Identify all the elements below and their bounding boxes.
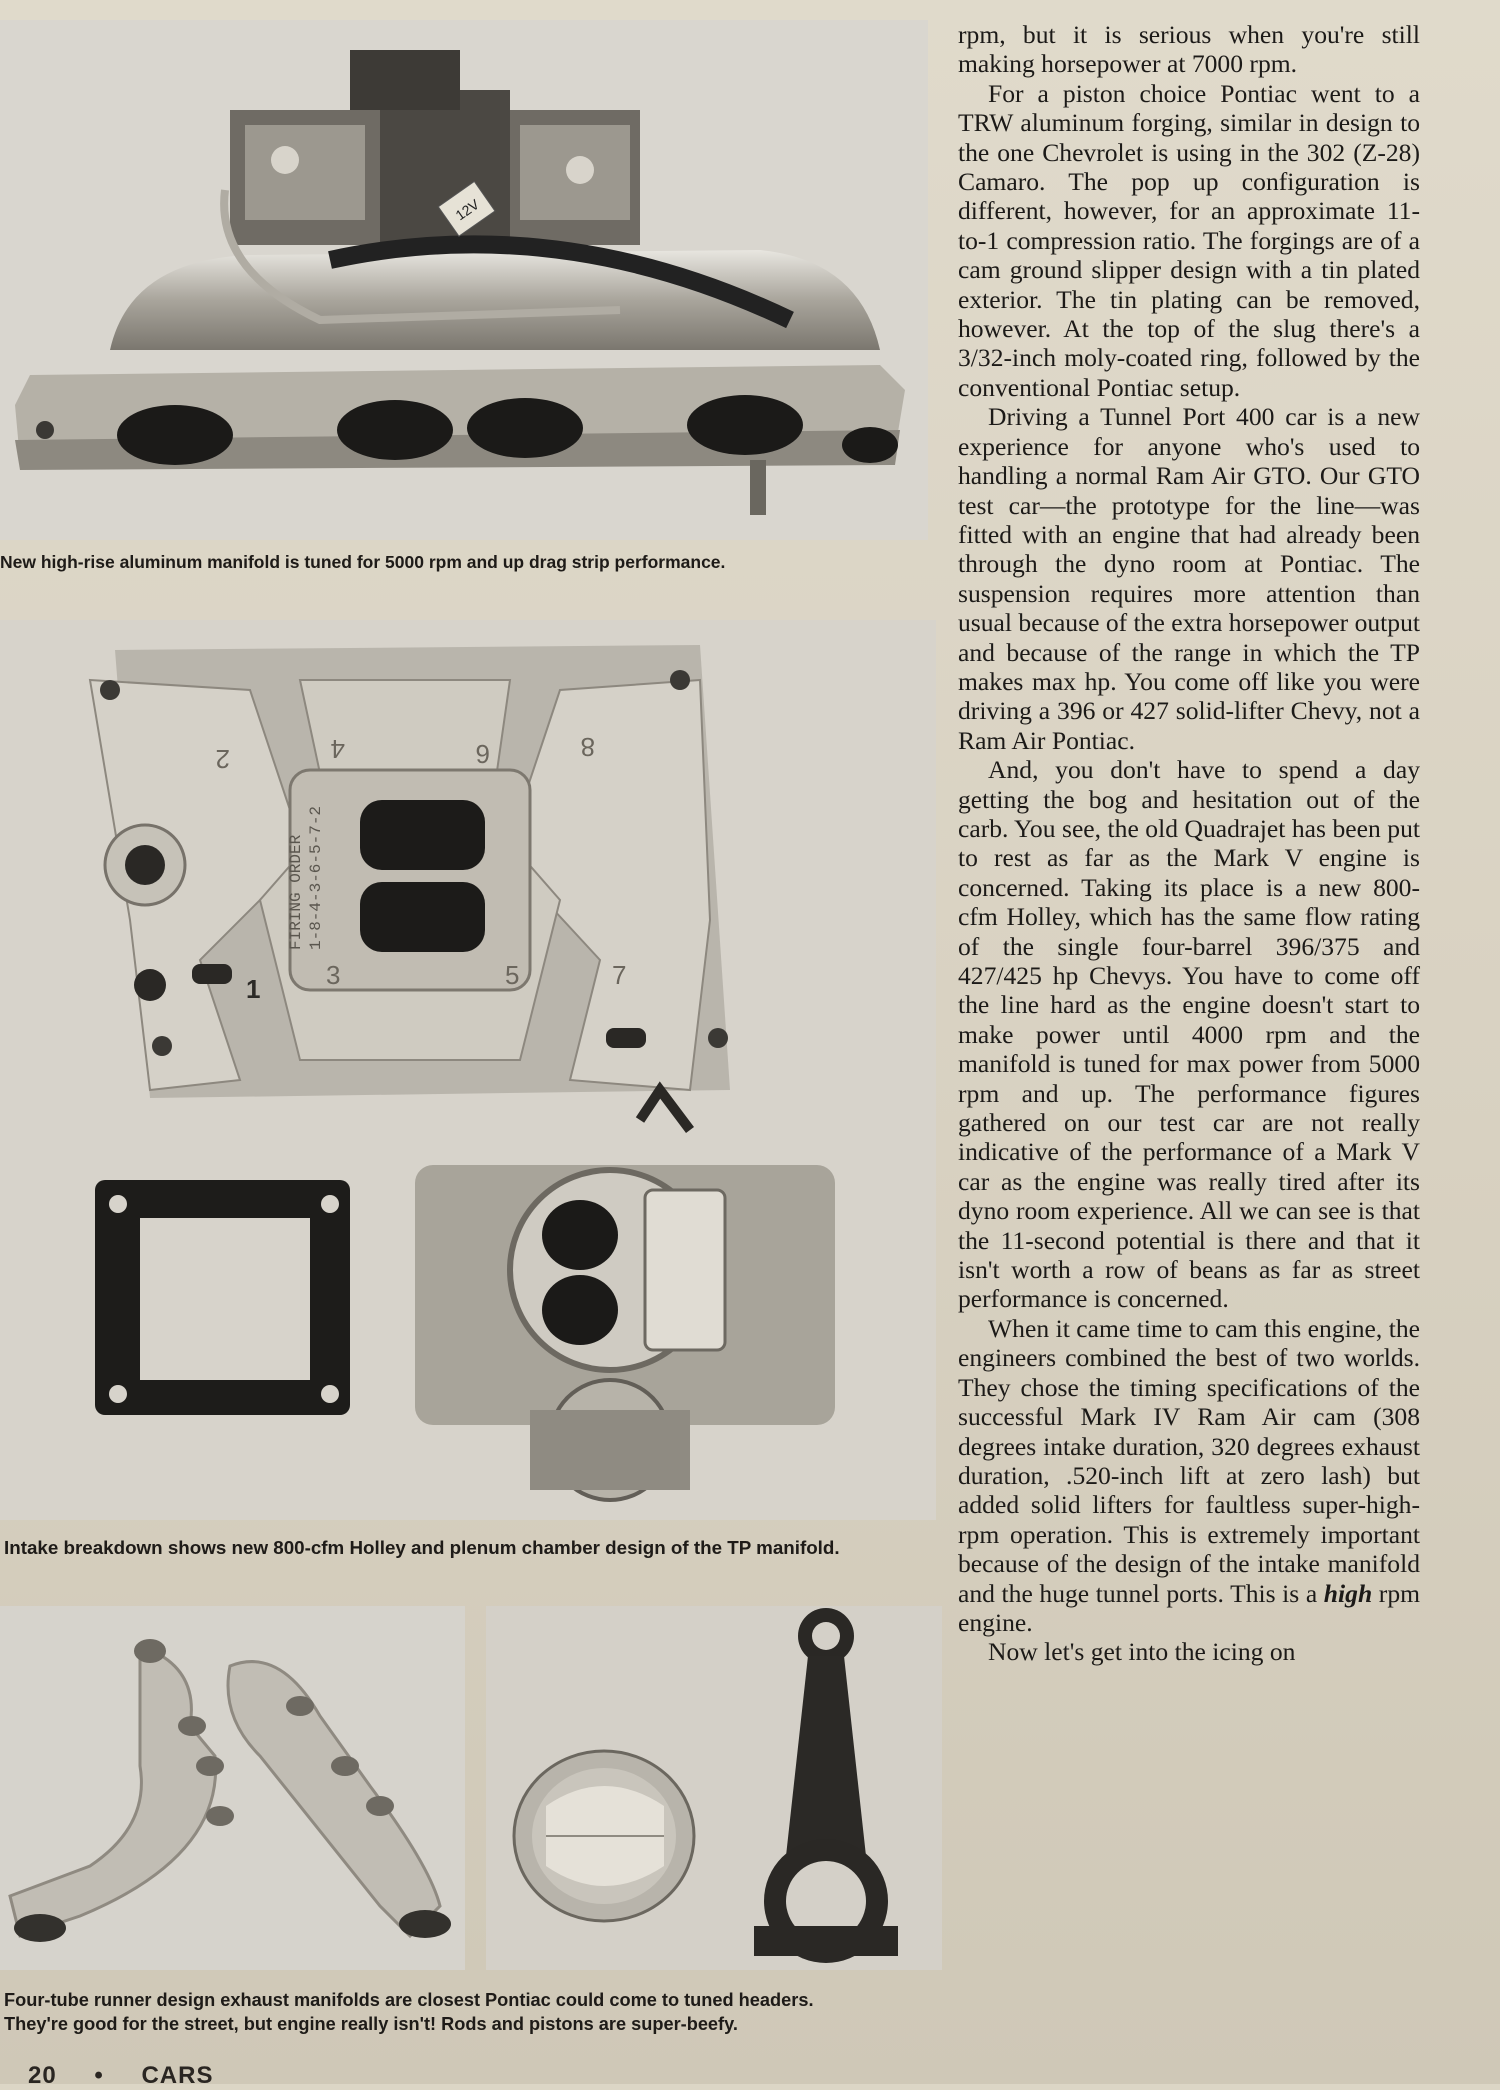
- article-paragraph-1: rpm, but it is serious when you're still making horsepower at 7000 rpm.: [958, 20, 1420, 79]
- port-number-6: 6: [475, 739, 490, 769]
- footer-bullet: •: [94, 2062, 104, 2089]
- page-number: 20: [28, 2062, 57, 2089]
- exhaust-manifold-photo: [0, 1606, 465, 1970]
- port-number-1: 1: [246, 974, 261, 1004]
- article-paragraph-4: And, you don't have to spend a day getting the bog and hesitation out of the carb. You see, the old Quadrajet has been put to rest as far as the Mark V engine is concerned. Taking its place is a new 800-cfm Holley, which has the same flow rating of the single four-barrel 396/375 and 427/425 hp Chevys. You have to come off the line hard as the engine doesn't start to make power until 4000 rpm and the manifold is tuned for max power from 5000 rpm and up. The performance figures gathered on our test car are not really indicative of the performance of a Mark V car as the engine was really tired after its dyno room experience. All we can see is that the 11-second potential is there and that it isn't worth a row of beans as far as street performance is concerned.: [958, 755, 1420, 1314]
- article-paragraph-3: Driving a Tunnel Port 400 car is a new experience for anyone who's used to handling a normal Ram Air GTO. Our GTO test car—the prototype for the line—was fitted with an engine that had already been through the dyno room at Pontiac. The suspension requires more attention than usual because of the extra horsepower output and because of the range in which the TP makes max hp. You come off like you were driving a 396 or 427 solid-lifter Chevy, not a Ram Air Pontiac.: [958, 402, 1420, 755]
- port-number-2: 2: [215, 744, 230, 774]
- port-number-7: 7: [612, 960, 627, 990]
- article-column: [958, 20, 1420, 1667]
- article-paragraph-5-end-prefix: This is a: [1230, 1578, 1318, 1608]
- page-footer: [0, 2062, 213, 2090]
- article-paragraph-6: Now let's get into the icing on: [988, 1637, 1296, 1667]
- manifold-photo: [0, 20, 928, 540]
- caption-manifold: New high-rise aluminum manifold is tuned for 5000 rpm and up drag strip performance.: [0, 552, 726, 572]
- port-number-5: 5: [505, 960, 520, 990]
- article-paragraph-5: [958, 1314, 1420, 1637]
- piston-rod-photo: [486, 1606, 942, 1970]
- article-paragraph-2: For a piston choice Pontiac went to a TRW aluminum forging, similar in design to the one Chevrolet is using in the 302 (Z-28) Camaro. The pop up configuration is different, however, for an approximate 11-to-1 compression ratio. The forgings are of a cam ground slipper design with a tin plated exterior. The tin plating can be removed, however. At the top of the slug there's a 3/32-inch moly-coated ring, followed by the conventional Pontiac setup.: [958, 78, 1420, 402]
- article-paragraph-5-end-suffix: rpm engine.: [958, 1578, 1421, 1637]
- article-paragraph-5-body: When it came time to cam this engine, the engineers combined the best of two worlds. They chose the timing specifications of the successful Mark IV Ram Air cam (308 degrees intake duration, 320 degrees exhaust duration, .520-inch lift at zero lash) but added solid lifters for faultless super-high-rpm operation. This is extremely important because of the design of the intake manifold and the huge tunnel ports.: [958, 1313, 1420, 1608]
- port-number-4: 4: [330, 734, 345, 764]
- firing-order-label: FIRING ORDER: [287, 834, 305, 950]
- caption-intake: Intake breakdown shows new 800-cfm Holley and plenum chamber design of the TP manifold.: [4, 1537, 840, 1558]
- caption-exhaust-line1: Four-tube runner design exhaust manifolds are closest Pontiac could come to tuned headers.: [4, 1990, 814, 2010]
- port-number-8: 8: [580, 732, 595, 762]
- firing-order-sequence: 1-8-4-3-6-5-7-2: [307, 805, 325, 950]
- caption-exhaust-line2: They're good for the street, but engine really isn't! Rods and pistons are super-beefy.: [4, 2014, 738, 2034]
- carb-tag-label: 12V: [452, 195, 483, 224]
- article-emphasis-high: high: [1323, 1578, 1373, 1608]
- port-number-3: 3: [326, 960, 341, 990]
- intake-breakdown-photo: [0, 620, 936, 1520]
- magazine-name: CARS: [141, 2062, 214, 2089]
